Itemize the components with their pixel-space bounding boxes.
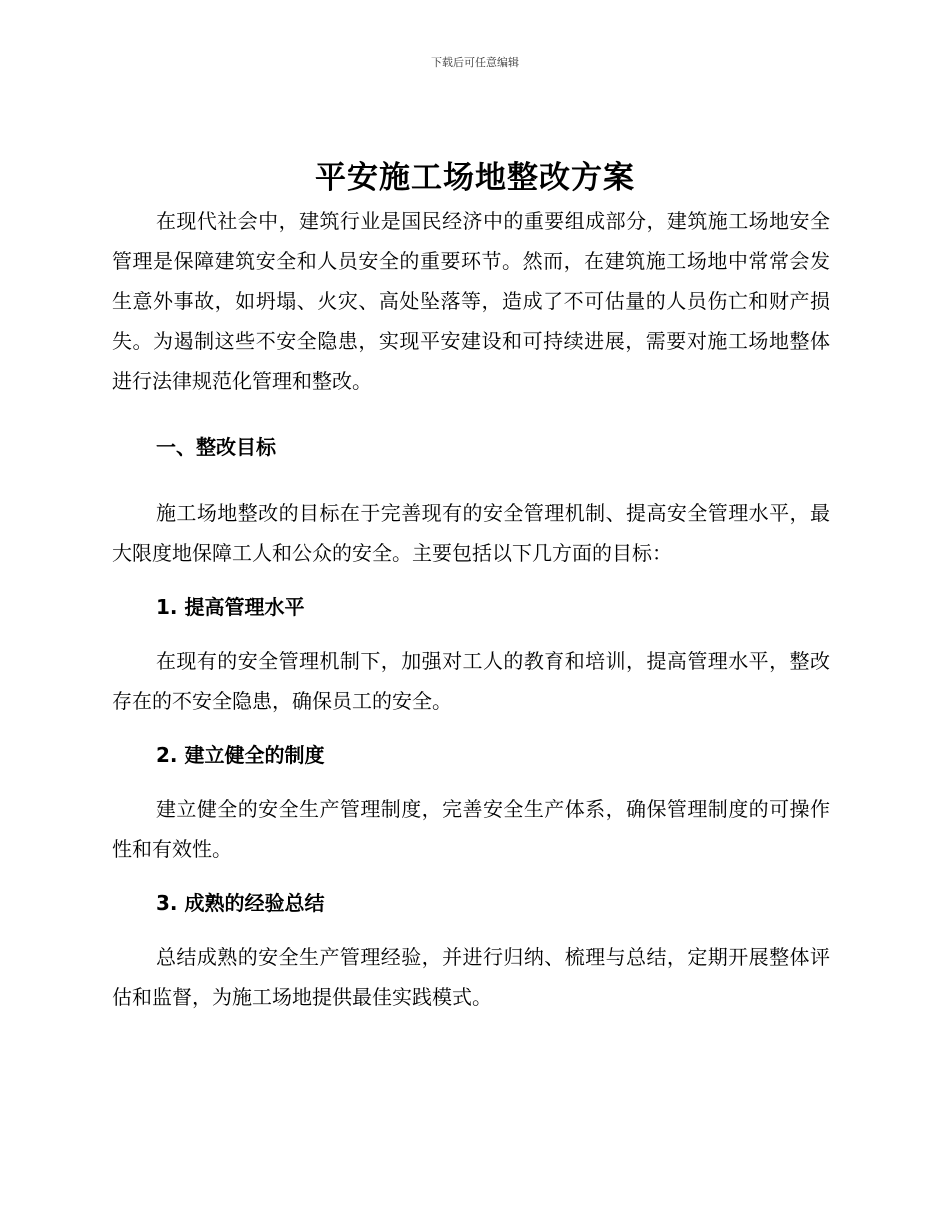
document-body (112, 201, 830, 1017)
subsection-heading-1: 1. 提高管理水平 (156, 595, 305, 619)
section-heading: 一、整改目标 (156, 435, 276, 459)
spacer (112, 869, 830, 883)
spacer (112, 467, 830, 493)
document-title: 平安施工场地整改方案 (315, 160, 635, 196)
spacer (112, 627, 830, 641)
spacer (112, 721, 830, 735)
subsection-paragraph-3: 总结成熟的安全生产管理经验，并进行归纳、梳理与总结，定期开展整体评估和监督，为施工场地提供最佳实践模式。 (112, 945, 830, 1009)
section-intro-paragraph: 施工场地整改的目标在于完善现有的安全管理机制、提高安全管理水平，最大限度地保障工人和公众的安全。主要包括以下几方面的目标： (112, 501, 830, 565)
subsection-heading-2: 2. 建立健全的制度 (156, 743, 325, 767)
subsection-paragraph-1: 在现有的安全管理机制下，加强对工人的教育和培训，提高管理水平，整改存在的不安全隐患，确保员工的安全。 (112, 649, 830, 713)
spacer (112, 923, 830, 937)
subsection-paragraph-2: 建立健全的安全生产管理制度，完善安全生产体系，确保管理制度的可操作性和有效性。 (112, 797, 830, 861)
spacer (112, 573, 830, 587)
spacer (112, 775, 830, 789)
header-note: 下载后可任意编辑 (431, 56, 519, 69)
subsection-heading-3: 3. 成熟的经验总结 (156, 891, 325, 915)
spacer (112, 401, 830, 427)
intro-paragraph: 在现代社会中，建筑行业是国民经济中的重要组成部分，建筑施工场地安全管理是保障建筑安全和人员安全的重要环节。然而，在建筑施工场地中常常会发生意外事故，如坍塌、火灾、高处坠落等，造成了不可估量的人员伤亡和财产损失。为遏制这些不安全隐患，实现平安建设和可持续进展，需要对施工场地整体进行法律规范化管理和整改。 (112, 209, 830, 393)
